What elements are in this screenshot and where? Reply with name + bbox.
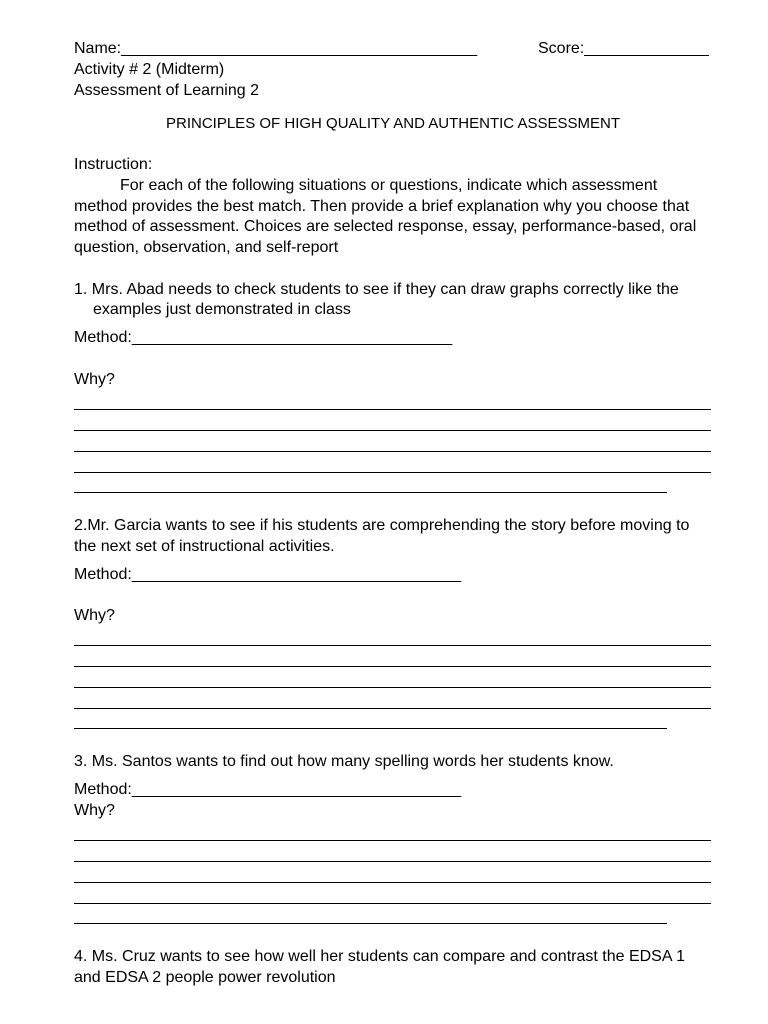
question-3-text: 3. Ms. Santos wants to find out how many spelling words her students know. (74, 753, 614, 770)
answer-line (74, 409, 711, 410)
question-2-text: 2.Mr. Garcia wants to see if his students are comprehending the story before moving to (74, 517, 690, 534)
instruction-heading: Instruction: (74, 156, 153, 173)
question-4-text: 4. Ms. Cruz wants to see how well her students can compare and contrast the EDSA 1 (74, 948, 685, 965)
answer-line (74, 882, 711, 883)
answer-line (74, 472, 711, 473)
question-1-method-field: Method:____________________________________ (74, 329, 453, 346)
question-1-why-label: Why? (74, 371, 115, 388)
question-1-text: 1. Mrs. Abad needs to check students to see if they can draw graphs correctly like the (74, 281, 679, 298)
instruction-text: For each of the following situations or questions, indicate which assessment method provides the best match. Then provide a brief explanation why you choose that method of assessment. Choices are selected response, essay, performance-based, oral question, observation, and self-report (74, 177, 697, 256)
answer-line (74, 728, 667, 729)
question-3-why-label: Why? (74, 802, 115, 819)
question-2-text-cont: the next set of instructional activities. (74, 538, 335, 555)
answer-line (74, 645, 711, 646)
question-4-text-cont: and EDSA 2 people power revolution (74, 969, 336, 986)
answer-line (74, 451, 711, 452)
answer-line (74, 923, 667, 924)
question-2-why-label: Why? (74, 607, 115, 624)
score-field-label: Score:______________ (538, 40, 709, 57)
question-3-method-field: Method:_____________________________________ (74, 781, 462, 798)
question-1-text-cont: examples just demonstrated in class (93, 301, 351, 318)
name-field-label: Name:________________________________________ (74, 40, 478, 57)
answer-line (74, 903, 711, 904)
course-label: Assessment of Learning 2 (74, 82, 259, 99)
page-title: PRINCIPLES OF HIGH QUALITY AND AUTHENTIC ASSESSMENT (166, 115, 620, 132)
answer-line (74, 861, 711, 862)
answer-line (74, 666, 711, 667)
answer-line (74, 492, 667, 493)
activity-label: Activity # 2 (Midterm) (74, 61, 225, 78)
answer-line (74, 708, 711, 709)
answer-line (74, 430, 711, 431)
answer-line (74, 687, 711, 688)
question-2-method-field: Method:_____________________________________ (74, 566, 462, 583)
answer-line (74, 840, 711, 841)
